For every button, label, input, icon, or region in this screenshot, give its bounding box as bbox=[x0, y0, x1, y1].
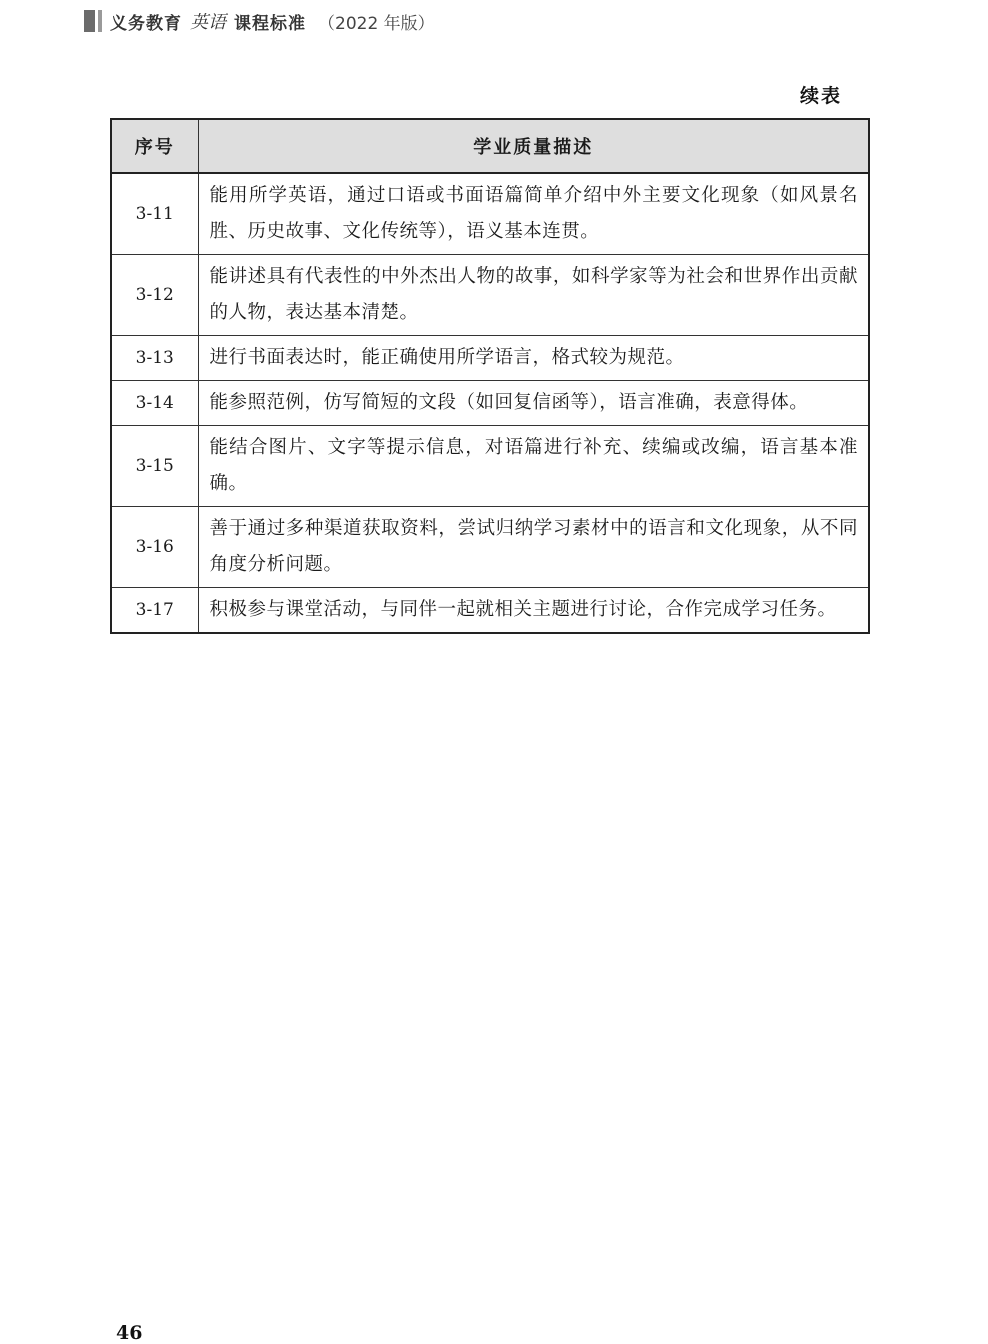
table-row bbox=[111, 336, 869, 381]
academic-quality-table bbox=[110, 118, 870, 634]
header-title-part2: 课程标准 bbox=[234, 13, 306, 34]
table-row bbox=[111, 255, 869, 336]
row-description: 能结合图片、文字等提示信息，对语篇进行补充、续编或改编，语言基本准确。 bbox=[198, 426, 869, 507]
row-description: 能参照范例，仿写简短的文段（如回复信函等），语言准确，表意得体。 bbox=[198, 381, 869, 426]
table-header-row bbox=[111, 119, 869, 173]
table-row bbox=[111, 507, 869, 588]
table-row bbox=[111, 588, 869, 634]
header-bar-icon bbox=[84, 10, 102, 32]
table-row bbox=[111, 426, 869, 507]
table-row bbox=[111, 381, 869, 426]
row-number: 3-12 bbox=[111, 255, 198, 336]
table-row bbox=[111, 173, 869, 255]
header-title-part1: 义务教育 bbox=[110, 13, 182, 34]
row-number: 3-13 bbox=[111, 336, 198, 381]
row-description: 能讲述具有代表性的中外杰出人物的故事，如科学家等为社会和世界作出贡献的人物，表达基本清楚。 bbox=[198, 255, 869, 336]
row-number: 3-16 bbox=[111, 507, 198, 588]
row-number: 3-14 bbox=[111, 381, 198, 426]
header-edition: （2022 年版） bbox=[318, 13, 435, 34]
row-description: 能用所学英语，通过口语或书面语篇简单介绍中外主要文化现象（如风景名胜、历史故事、文化传统等），语义基本连贯。 bbox=[198, 173, 869, 255]
row-description: 进行书面表达时，能正确使用所学语言，格式较为规范。 bbox=[198, 336, 869, 381]
header-title-subject: 英语 bbox=[190, 12, 226, 33]
row-description: 善于通过多种渠道获取资料，尝试归纳学习素材中的语言和文化现象，从不同角度分析问题。 bbox=[198, 507, 869, 588]
column-header-description: 学业质量描述 bbox=[198, 119, 869, 173]
continued-table-label: 续表 bbox=[800, 85, 843, 107]
row-number: 3-17 bbox=[111, 588, 198, 634]
row-number: 3-11 bbox=[111, 173, 198, 255]
row-description: 积极参与课堂活动，与同伴一起就相关主题进行讨论，合作完成学习任务。 bbox=[198, 588, 869, 634]
page-number: 46 bbox=[116, 1322, 143, 1344]
running-header bbox=[84, 8, 435, 34]
column-header-number: 序号 bbox=[111, 119, 198, 173]
row-number: 3-15 bbox=[111, 426, 198, 507]
